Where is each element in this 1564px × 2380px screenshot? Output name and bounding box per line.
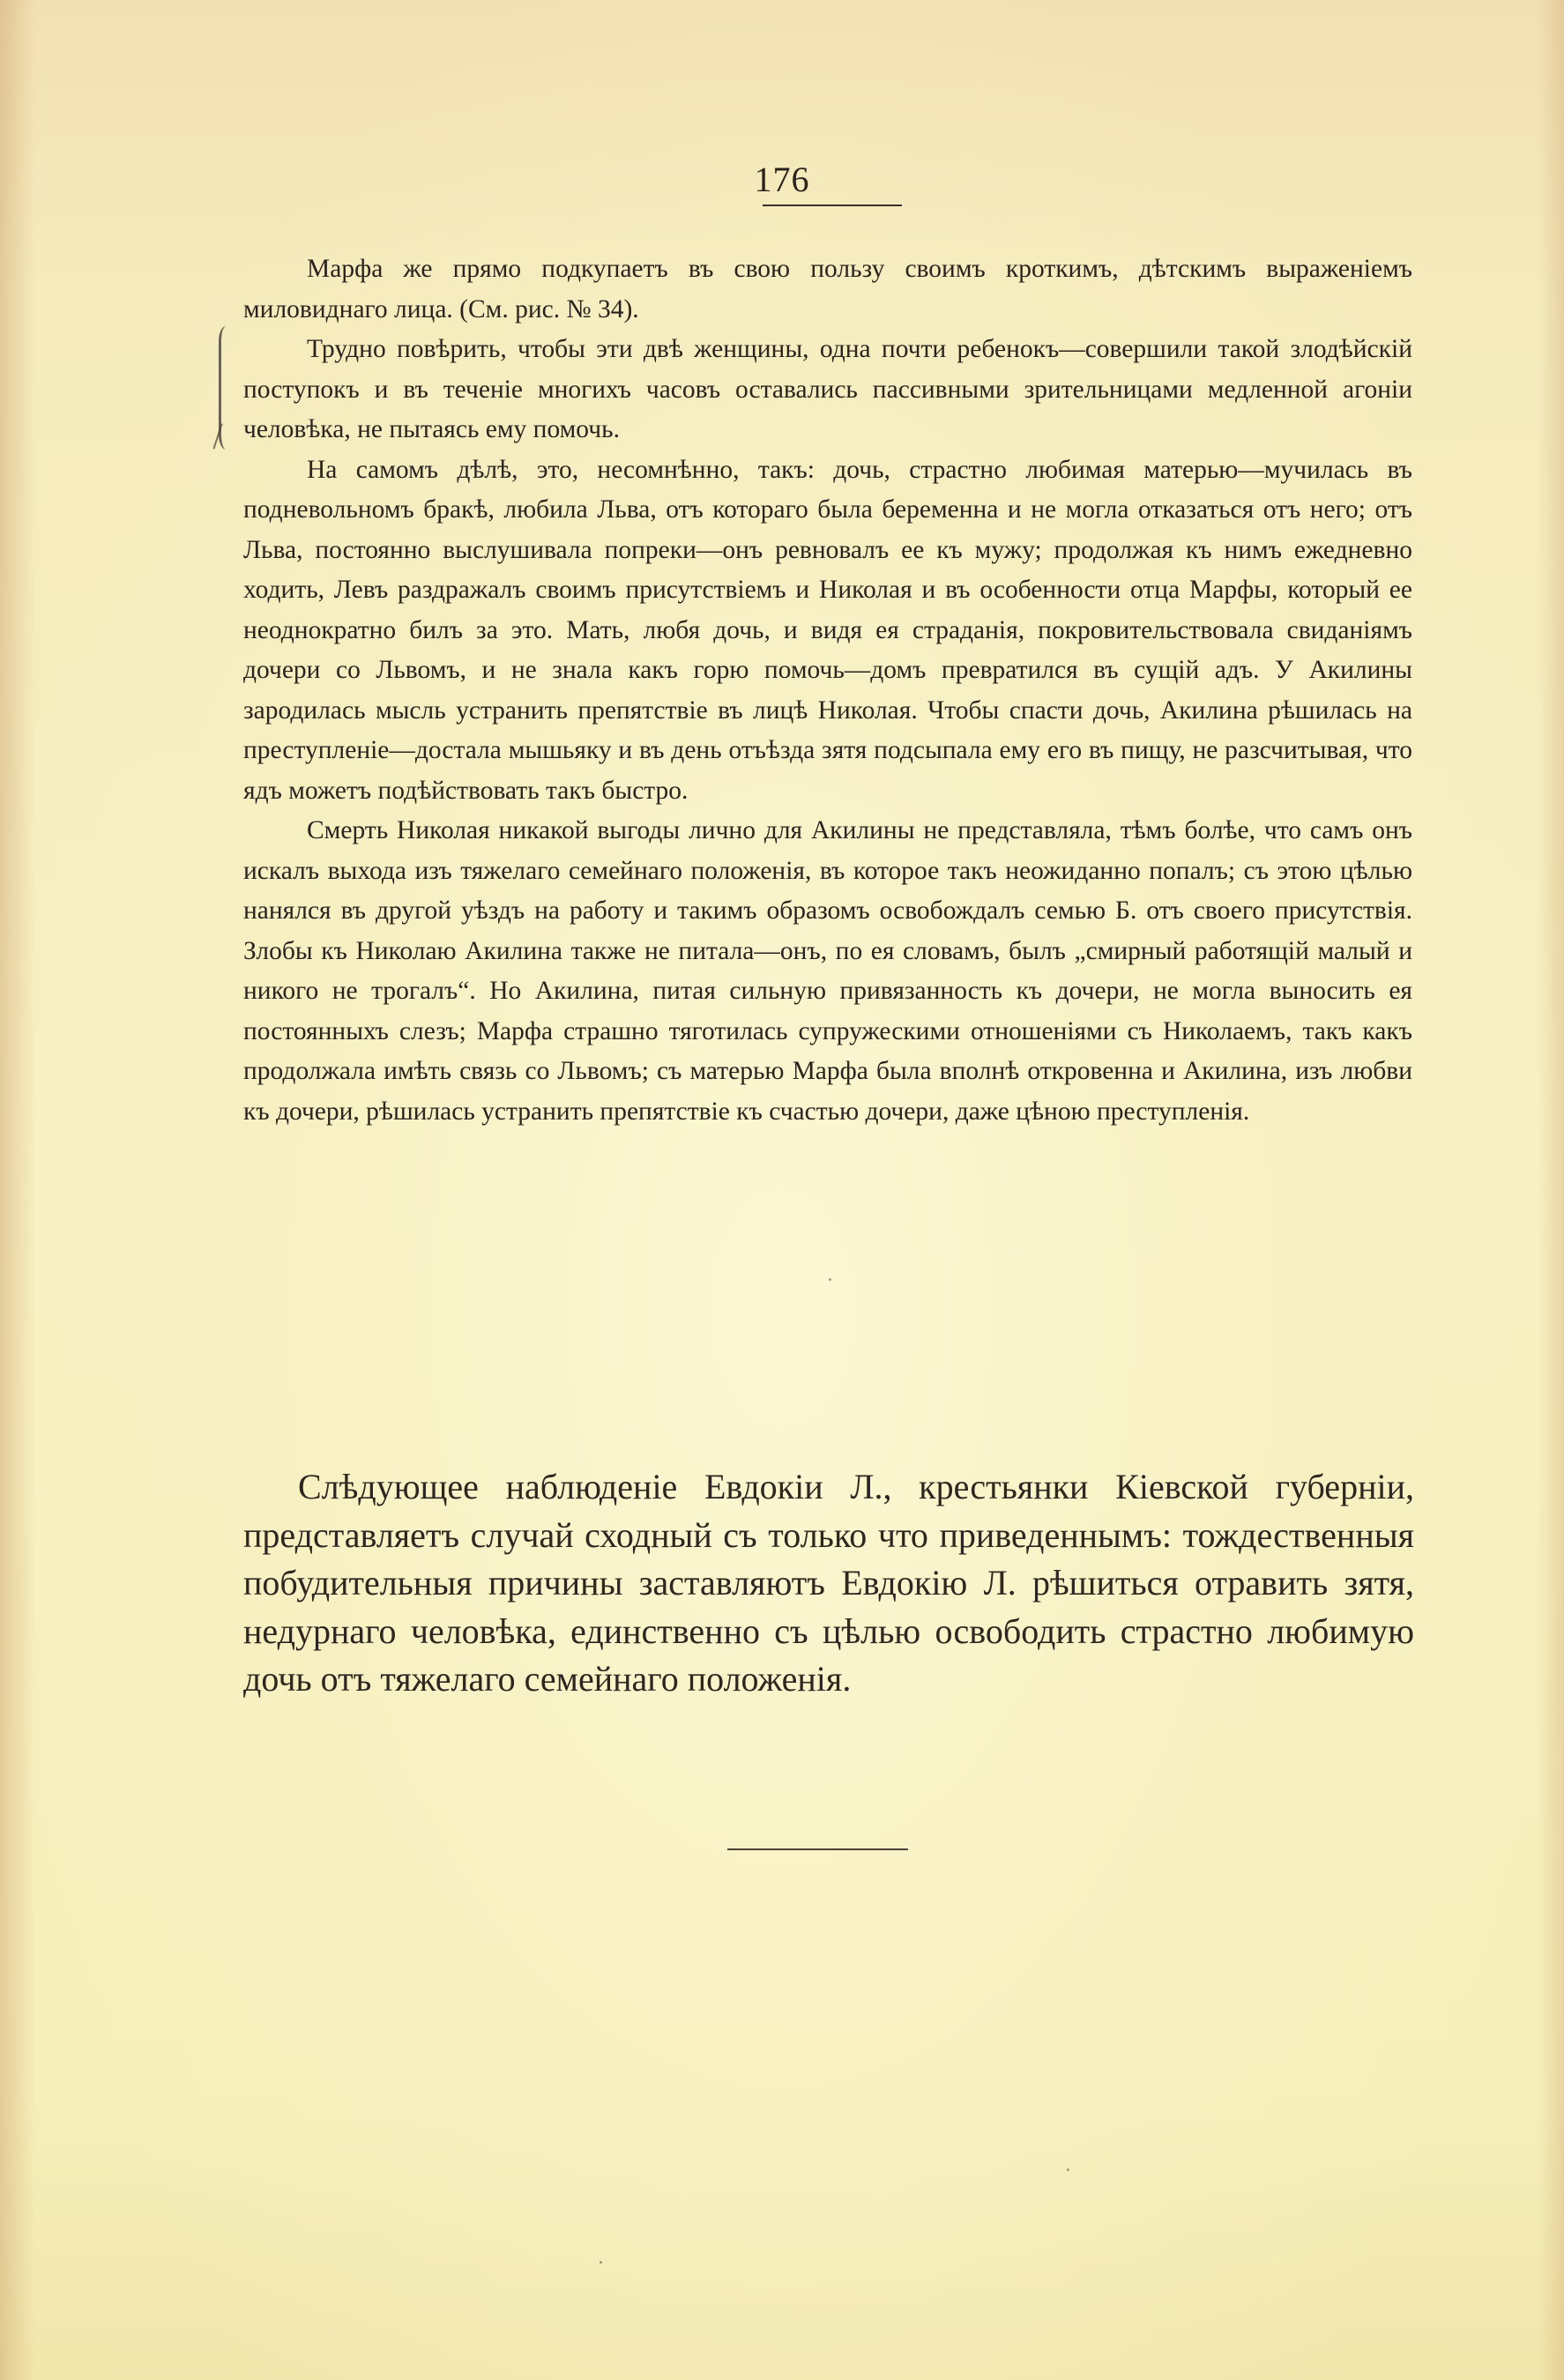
section-end-rule [727, 1848, 908, 1850]
paragraph-marfa: Марфа же прямо подкупаетъ въ свою пользу своимъ кроткимъ, дѣтскимъ выраженіемъ миловиднаго лица. (См. рис. № 34). [243, 255, 1412, 324]
paper-speck [829, 1278, 831, 1281]
paper-speck [600, 2261, 602, 2264]
summary-text-block [243, 1463, 1414, 1704]
page-number-underline [763, 205, 902, 206]
page-number: 176 [754, 160, 810, 199]
page-edge-shadow-right [1538, 0, 1564, 2380]
paragraph-trudno: Трудно повѣрить, чтобы эти двѣ женщины, одна почти ребенокъ—совершили такой злодѣйскій поступокъ и въ теченіе многихъ часовъ оставались пассивными зрительницами медленной агоніи человѣка, не пытаясь ему помочь. [243, 335, 1412, 443]
page-edge-shadow-left [0, 0, 35, 2380]
paragraph-smert-nikolaya: Смерть Николая никакой выгоды лично для Акилины не представляла, тѣмъ болѣе, что самъ онъ искалъ выхода изъ тяжелаго семейнаго положенія, въ которое такъ неожиданно попалъ; съ этою цѣлью нанялся въ другой уѣздъ на работу и такимъ образомъ освобождалъ семью Б. отъ своего присутствія. Злобы къ Николаю Акилина также не питала—онъ, по ея словамъ, былъ „смирный работящій малый и никого не трогалъ“. Но Акилина, питая сильную привязанность къ дочери, не могла выносить ея постоянныхъ слезъ; Марфа страшно тяготилась супружескими отношеніями съ Николаемъ, такъ какъ продолжала имѣть связь со Львомъ; съ матерью Марфа была вполнѣ откровенна и Акилина, изъ любви къ дочери, рѣшилась устранить препятствіе къ счастью дочери, даже цѣною преступленія. [243, 816, 1412, 1126]
margin-pencil-mark [219, 326, 234, 450]
paper-speck [1067, 2168, 1069, 2171]
summary-paragraph: Слѣдующее наблюденіе Евдокіи Л., крестьянки Кіевской губерніи, представляетъ случай сходный съ только что приведеннымъ: тождественныя побудительныя причины заставляютъ Евдокію Л. рѣшиться отравить зятя, недурнаго человѣка, единственно съ цѣлью освободить страстно любимую дочь отъ тяжелаго семейнаго положенія. [243, 1467, 1414, 1699]
paragraph-na-samom-dele: На самомъ дѣлѣ, это, несомнѣнно, такъ: дочь, страстно любимая матерью—мучилась въ подневольномъ бракѣ, любила Льва, отъ котораго была беременна и не могла отказаться отъ него; отъ Льва, постоянно выслушивала попреки—онъ ревновалъ ее къ мужу; продолжая къ нимъ ежедневно ходить, Левъ раздражалъ своимъ присутствіемъ и Николая и въ особенности отца Марфы, который ее неоднократно билъ за это. Мать, любя дочь, и видя ея страданія, покровительствовала свиданіямъ дочери со Львомъ, и не знала какъ горю помочь—домъ превратился въ сущій адъ. У Акилины зародилась мысль устранить препятствіе въ лицѣ Николая. Чтобы спасти дочь, Акилина рѣшилась на преступленіе—достала мышьяку и въ день отъѣзда зятя подсыпала ему его въ пищу, не разсчитывая, что ядъ можетъ подѣйствовать такъ быстро. [243, 455, 1412, 805]
main-text-block [243, 249, 1412, 1132]
